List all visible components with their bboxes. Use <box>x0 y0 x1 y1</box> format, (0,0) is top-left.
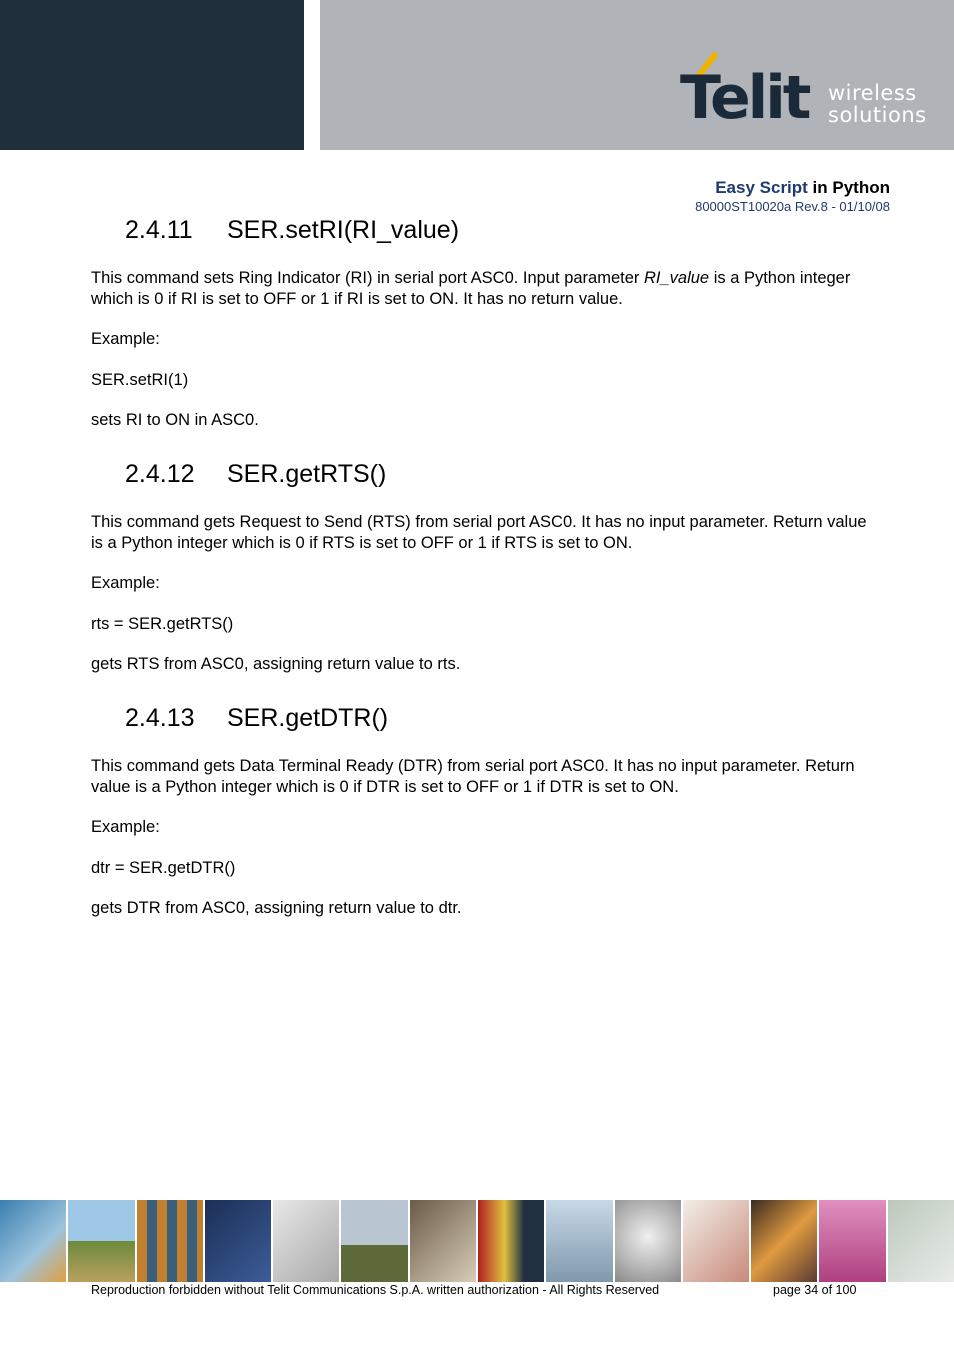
footer-photo <box>410 1200 476 1282</box>
header-dark-panel <box>0 0 304 150</box>
section-title: SER.setRI(RI_value) <box>227 216 460 244</box>
footer-copyright: Reproduction forbidden without Telit Communications S.p.A. written authorization - All Rights Reserved <box>91 1283 660 1297</box>
code-example: dtr = SER.getDTR() <box>91 859 236 877</box>
footer-photo <box>546 1200 612 1282</box>
document-reference: 80000ST10020a Rev.8 - 01/10/08 <box>695 199 890 214</box>
logo-tagline <box>828 82 927 126</box>
section-heading-2-4-12 <box>125 459 386 489</box>
example-result: sets RI to ON in ASC0. <box>91 411 259 429</box>
footer-photo <box>683 1200 749 1282</box>
footer-photo <box>0 1200 66 1282</box>
section-heading-2-4-13 <box>125 703 388 733</box>
footer-photo <box>888 1200 954 1282</box>
logo-wordmark: Telit <box>680 63 809 133</box>
section-number: 2.4.12 <box>125 460 195 488</box>
section-description <box>91 268 881 309</box>
footer-photo <box>478 1200 544 1282</box>
section-description: This command gets Data Terminal Ready (DTR) from serial port ASC0. It has no input parameter. Return value is a Python integer which is 0 if DTR is set to OFF or 1 if DTR is set to ON. <box>91 757 855 796</box>
example-result: gets RTS from ASC0, assigning return value to rts. <box>91 655 461 673</box>
footer-photo <box>68 1200 134 1282</box>
footer-photo <box>615 1200 681 1282</box>
footer-photo <box>205 1200 271 1282</box>
footer-photo <box>341 1200 407 1282</box>
footer-photo <box>137 1200 203 1282</box>
footer-photo <box>819 1200 885 1282</box>
parameter-name: RI_value <box>643 269 710 287</box>
logo-tagline-line2: solutions <box>828 103 927 127</box>
section-title: SER.getDTR() <box>227 704 389 732</box>
footer-photo <box>751 1200 817 1282</box>
section-number: 2.4.13 <box>125 704 195 732</box>
logo-tagline-line1: wireless <box>828 81 917 105</box>
document-title <box>715 178 890 198</box>
footer-photo <box>273 1200 339 1282</box>
page-number: page 34 of 100 <box>773 1283 857 1297</box>
section-title: SER.getRTS() <box>227 460 387 488</box>
telit-logo <box>676 48 936 132</box>
example-result: gets DTR from ASC0, assigning return value to dtr. <box>91 899 462 917</box>
code-example: SER.setRI(1) <box>91 371 189 389</box>
section-number: 2.4.11 <box>125 216 193 244</box>
footer-image-strip <box>0 1200 954 1282</box>
section-heading-2-4-11 <box>125 215 459 245</box>
section-description: This command gets Request to Send (RTS) from serial port ASC0. It has no input parameter. Return value is a Python integer which is 0 if RTS is set to OFF or 1 if RTS is set to ON. <box>91 513 867 552</box>
description-text: is a Python integer which is 0 if RI is set to OFF or 1 if RI is set to ON. It has no return value. <box>91 269 851 308</box>
code-example: rts = SER.getRTS() <box>91 615 234 633</box>
example-label: Example: <box>91 574 160 592</box>
description-text: This command sets Ring Indicator (RI) in serial port ASC0. Input parameter <box>91 269 644 287</box>
example-label: Example: <box>91 330 160 348</box>
document-title-product: Easy Script <box>715 178 808 197</box>
document-title-suffix: in Python <box>807 178 890 197</box>
example-label: Example: <box>91 818 160 836</box>
